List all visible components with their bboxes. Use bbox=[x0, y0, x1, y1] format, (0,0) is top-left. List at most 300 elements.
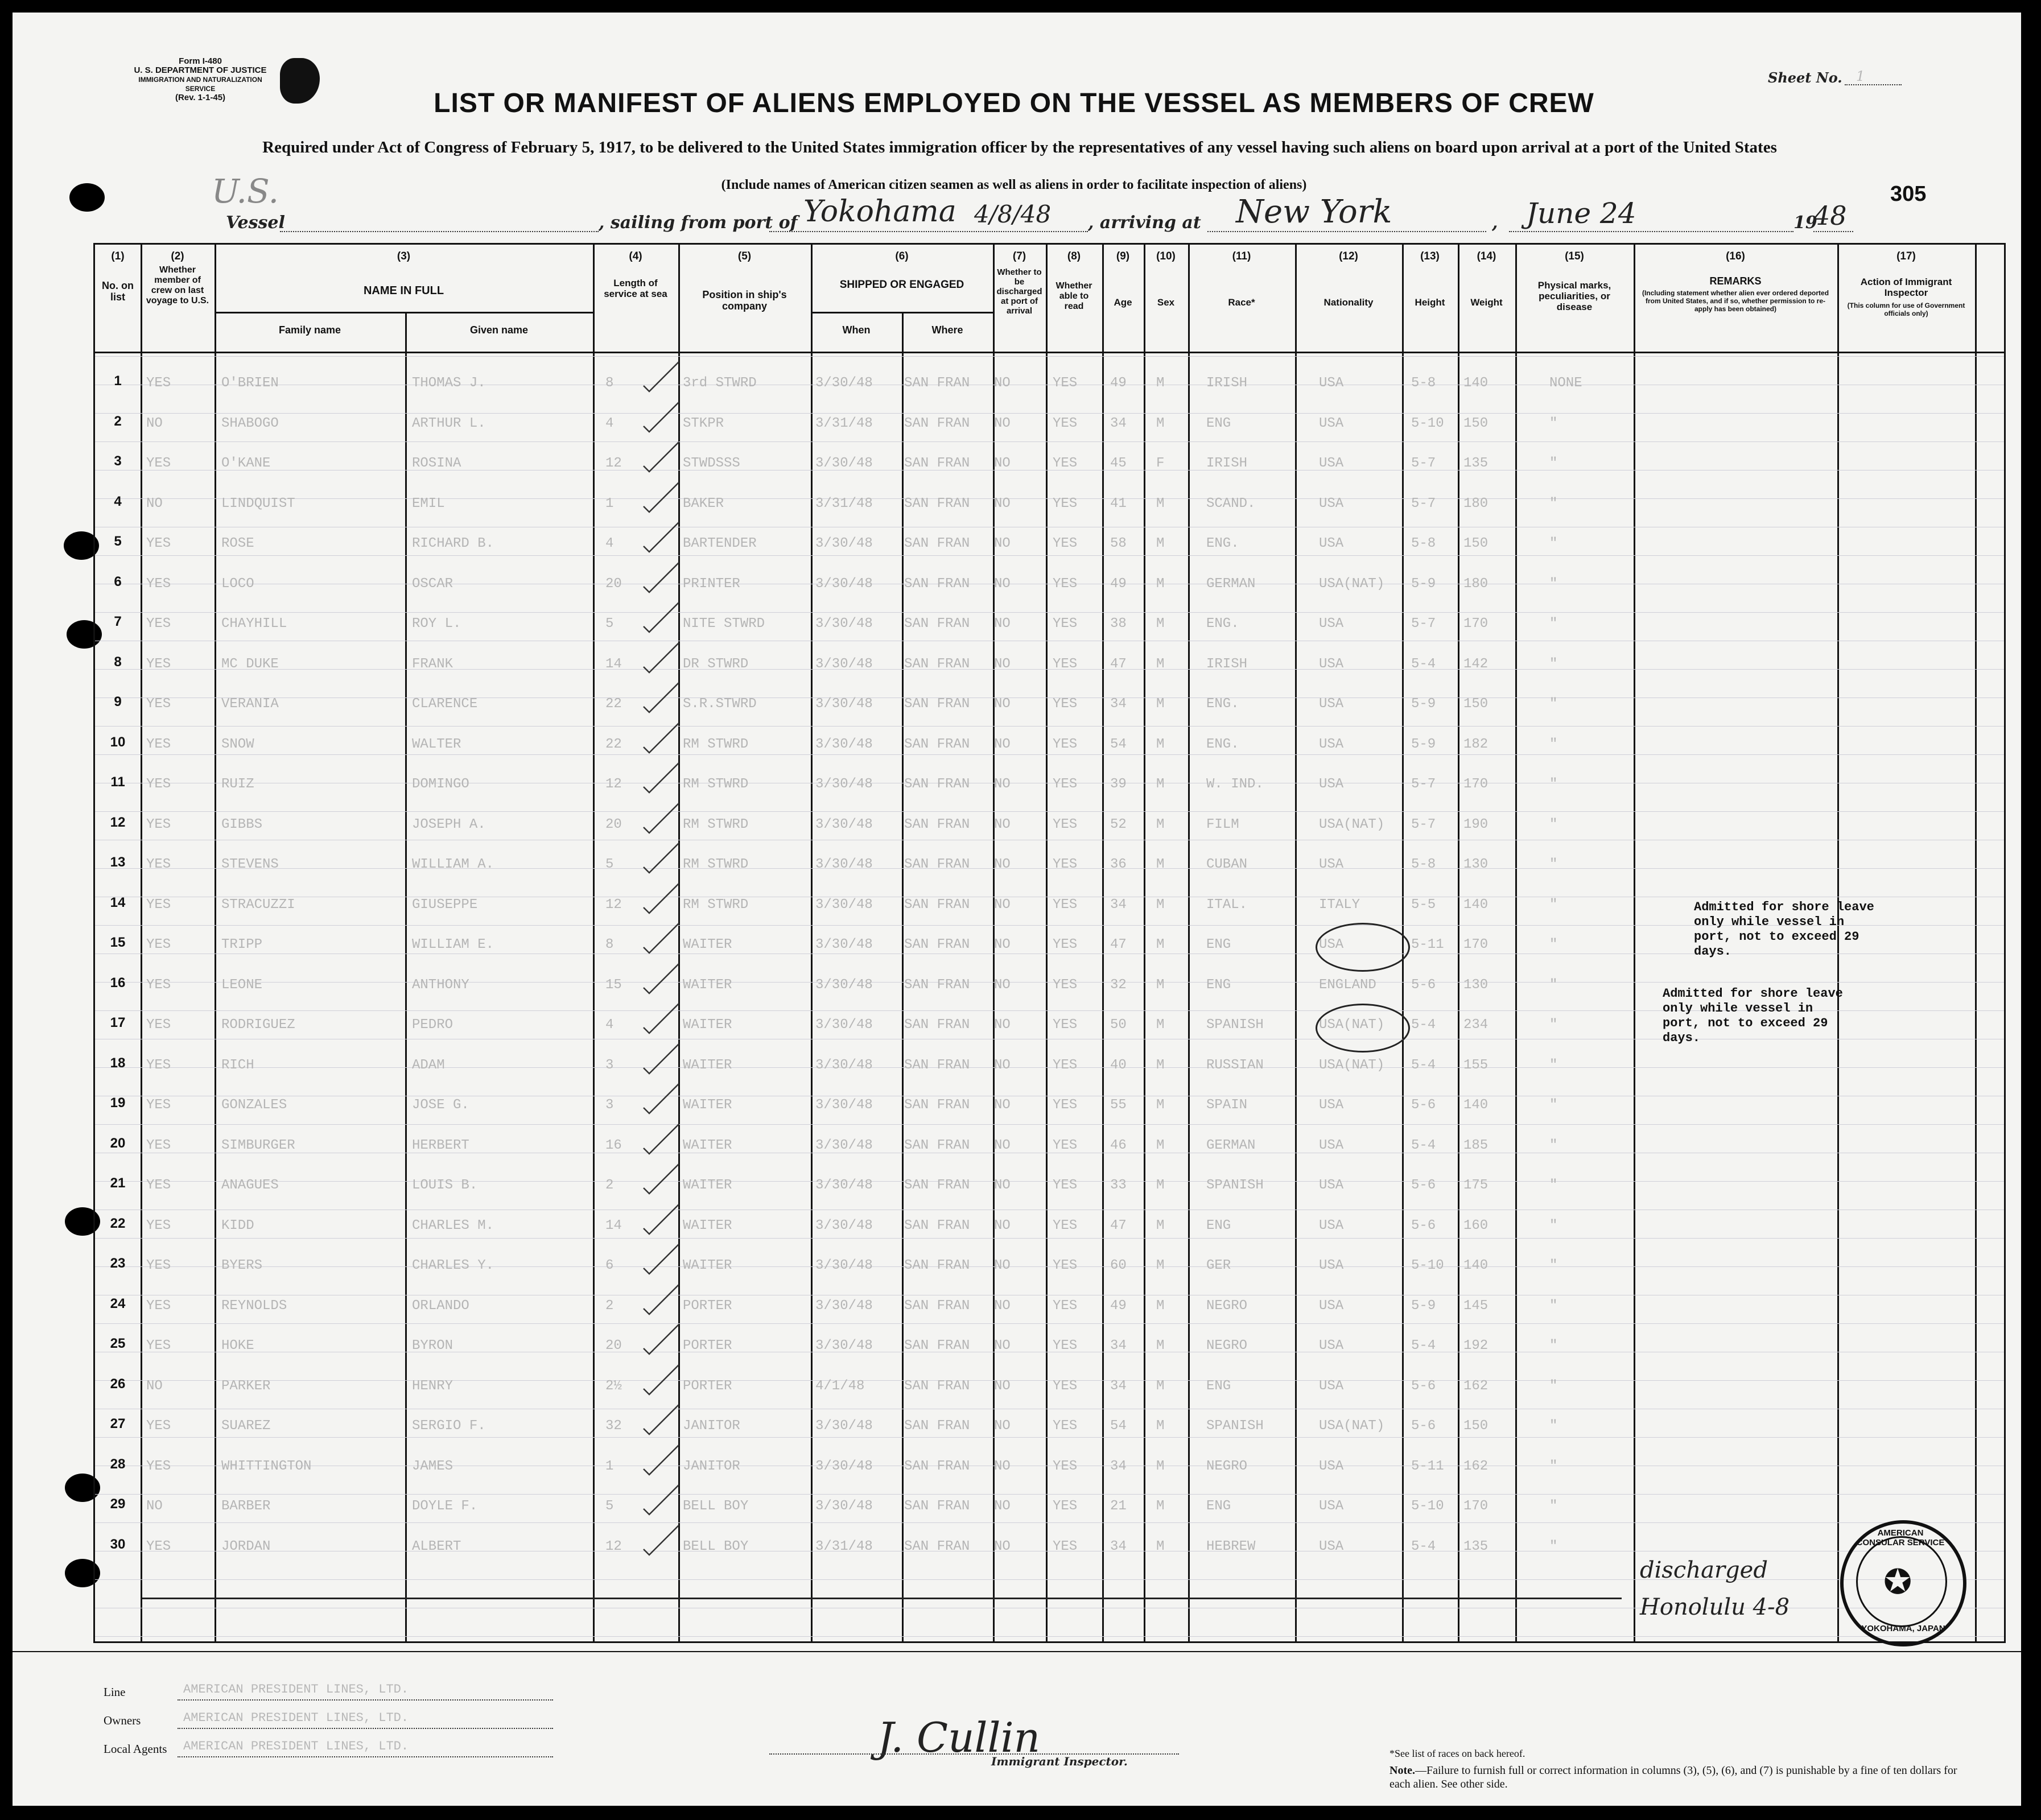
cell-pos: WAITER bbox=[683, 1178, 732, 1193]
cell-weight: 150 bbox=[1463, 1418, 1489, 1434]
cell-disch: NO bbox=[994, 415, 1011, 431]
cell-read: YES bbox=[1053, 1178, 1078, 1193]
col-num-10: (10) bbox=[1156, 250, 1176, 262]
cell-given: DOMINGO bbox=[412, 777, 469, 792]
cell-given: GIUSEPPE bbox=[412, 897, 478, 913]
cell-nat: ITALY bbox=[1319, 897, 1360, 913]
cell-weight: 175 bbox=[1463, 1178, 1489, 1193]
cell-family: RUIZ bbox=[221, 777, 254, 792]
cell-height: 5-9 bbox=[1411, 1298, 1436, 1314]
cell-family: ROSE bbox=[221, 536, 254, 551]
cell-where: SAN FRAN bbox=[904, 616, 970, 632]
cell-when: 3/30/48 bbox=[815, 1338, 873, 1353]
cell-read: YES bbox=[1053, 857, 1078, 872]
cell-age: 21 bbox=[1110, 1499, 1127, 1514]
row-number: 12 bbox=[110, 814, 126, 830]
cell-los: 12 bbox=[605, 1538, 622, 1554]
cell-race: ENG. bbox=[1206, 616, 1239, 632]
ruling-line bbox=[95, 356, 2004, 357]
cell-family: VERANIA bbox=[221, 696, 279, 712]
cell-height: 5-6 bbox=[1411, 1218, 1436, 1233]
cell-sex: M bbox=[1156, 1137, 1165, 1153]
cell-pos: BARTENDER bbox=[683, 536, 757, 551]
cell-when: 3/31/48 bbox=[815, 496, 873, 511]
cell-disch: NO bbox=[994, 496, 1011, 511]
consular-seal bbox=[1840, 1520, 1966, 1646]
cell-height: 5-4 bbox=[1411, 1137, 1436, 1153]
cell-given: ALBERT bbox=[412, 1538, 461, 1554]
cell-prev: NO bbox=[146, 415, 163, 431]
cell-height: 5-7 bbox=[1411, 816, 1436, 832]
cell-prev: YES bbox=[146, 1178, 171, 1193]
col-num-2: (2) bbox=[171, 250, 184, 262]
cell-given: PEDRO bbox=[412, 1017, 453, 1033]
cell-when: 3/30/48 bbox=[815, 1097, 873, 1113]
cell-pos: PRINTER bbox=[683, 576, 740, 592]
cell-height: 5-9 bbox=[1411, 576, 1436, 592]
check-mark-icon bbox=[641, 1322, 681, 1356]
cell-read: YES bbox=[1053, 1137, 1078, 1153]
cell-los: 5 bbox=[605, 857, 614, 872]
table-row bbox=[95, 1332, 1975, 1373]
table-row bbox=[95, 1373, 1975, 1413]
col-num-11: (11) bbox=[1232, 250, 1251, 262]
check-mark-icon bbox=[641, 560, 681, 595]
sheet-no-line bbox=[1845, 84, 1902, 85]
cell-los: 12 bbox=[605, 897, 622, 913]
row-number: 3 bbox=[114, 453, 122, 469]
table-row bbox=[95, 530, 1975, 571]
cell-when: 3/30/48 bbox=[815, 616, 873, 632]
cell-given: OSCAR bbox=[412, 576, 453, 592]
cell-nat: USA bbox=[1319, 696, 1344, 712]
cell-nat: USA bbox=[1319, 1338, 1344, 1353]
cell-disch: NO bbox=[994, 1338, 1011, 1353]
cell-given: JOSEPH A. bbox=[412, 816, 486, 832]
cell-pos: WAITER bbox=[683, 1218, 732, 1233]
cell-given: ARTHUR L. bbox=[412, 415, 486, 431]
col-label-age: Age bbox=[1114, 297, 1132, 308]
check-mark-icon bbox=[641, 801, 681, 835]
sailing-port: Yokohama bbox=[803, 195, 956, 229]
cell-sex: M bbox=[1156, 1378, 1165, 1394]
cell-disch: NO bbox=[994, 696, 1011, 712]
cell-los: 3 bbox=[605, 1057, 614, 1073]
cell-sex: M bbox=[1156, 1538, 1165, 1554]
cell-race: GER bbox=[1206, 1258, 1231, 1273]
cell-pos: PORTER bbox=[683, 1298, 732, 1314]
cell-read: YES bbox=[1053, 1258, 1078, 1273]
cell-los: 14 bbox=[605, 656, 622, 672]
row-number: 6 bbox=[114, 573, 122, 589]
cell-nat: USA(NAT) bbox=[1319, 1418, 1385, 1434]
ruling-line bbox=[95, 1636, 2004, 1637]
cell-weight: 142 bbox=[1463, 656, 1489, 672]
cell-given: HENRY bbox=[412, 1378, 453, 1394]
cell-height: 5-4 bbox=[1411, 1017, 1436, 1033]
cell-sex: M bbox=[1156, 736, 1165, 752]
cell-disch: NO bbox=[994, 1499, 1011, 1514]
cell-when: 3/30/48 bbox=[815, 1418, 873, 1434]
inspector-signature: J. Cullin bbox=[877, 1714, 1040, 1761]
check-mark-icon bbox=[641, 1363, 681, 1397]
row-number: 1 bbox=[114, 373, 122, 389]
cell-where: SAN FRAN bbox=[904, 1499, 970, 1514]
cell-read: YES bbox=[1053, 656, 1078, 672]
cell-prev: YES bbox=[146, 1218, 171, 1233]
handwritten-us: U.S. bbox=[212, 172, 279, 211]
cell-sex: M bbox=[1156, 536, 1165, 551]
cell-disch: NO bbox=[994, 616, 1011, 632]
cell-sex: F bbox=[1156, 456, 1165, 471]
cell-marks: " bbox=[1549, 456, 1558, 471]
check-mark-icon bbox=[641, 520, 681, 554]
owners-label: Owners bbox=[104, 1714, 141, 1727]
cell-where: SAN FRAN bbox=[904, 1378, 970, 1394]
cell-los: 2 bbox=[605, 1298, 614, 1314]
cell-height: 5-8 bbox=[1411, 536, 1436, 551]
year-line bbox=[1813, 231, 1853, 232]
cell-family: MC DUKE bbox=[221, 656, 279, 672]
cell-marks: " bbox=[1549, 656, 1558, 672]
cell-height: 5-6 bbox=[1411, 1097, 1436, 1113]
row-number: 29 bbox=[110, 1496, 126, 1512]
cell-age: 33 bbox=[1110, 1178, 1127, 1193]
row-number: 24 bbox=[110, 1295, 126, 1311]
check-mark-icon bbox=[641, 400, 681, 434]
cell-weight: 180 bbox=[1463, 496, 1489, 511]
cell-prev: YES bbox=[146, 1458, 171, 1474]
cell-given: ADAM bbox=[412, 1057, 445, 1073]
service-name: IMMIGRATION AND NATURALIZATION SERVICE bbox=[138, 76, 262, 93]
col-label-physical: Physical marks, peculiarities, or disease bbox=[1537, 280, 1611, 312]
cell-weight: 150 bbox=[1463, 415, 1489, 431]
cell-family: LOCO bbox=[221, 576, 254, 592]
col-label-read: Whether able to read bbox=[1055, 281, 1092, 311]
cell-weight: 150 bbox=[1463, 536, 1489, 551]
cell-where: SAN FRAN bbox=[904, 656, 970, 672]
cell-age: 49 bbox=[1110, 1298, 1127, 1314]
check-mark-icon bbox=[641, 1122, 681, 1156]
cell-when: 4/1/48 bbox=[815, 1378, 865, 1394]
cell-prev: YES bbox=[146, 736, 171, 752]
cell-race: ENG bbox=[1206, 1378, 1231, 1394]
cell-prev: NO bbox=[146, 496, 163, 511]
cell-read: YES bbox=[1053, 415, 1078, 431]
cell-read: YES bbox=[1053, 696, 1078, 712]
cell-given: ANTHONY bbox=[412, 977, 469, 993]
cell-sex: M bbox=[1156, 696, 1165, 712]
cell-pos: 3rd STWRD bbox=[683, 375, 757, 391]
cell-disch: NO bbox=[994, 937, 1011, 952]
cell-sex: M bbox=[1156, 816, 1165, 832]
cell-prev: YES bbox=[146, 816, 171, 832]
cell-where: SAN FRAN bbox=[904, 576, 970, 592]
cell-race: ENG bbox=[1206, 1499, 1231, 1514]
col-label-remarks: REMARKS bbox=[1709, 275, 1762, 287]
cell-height: 5-10 bbox=[1411, 1258, 1444, 1273]
cell-prev: YES bbox=[146, 1017, 171, 1033]
col-num-3: (3) bbox=[397, 250, 411, 262]
cell-age: 34 bbox=[1110, 1338, 1127, 1353]
cell-when: 3/30/48 bbox=[815, 536, 873, 551]
cell-weight: 145 bbox=[1463, 1298, 1489, 1314]
cell-marks: NONE bbox=[1549, 375, 1582, 391]
cell-marks: " bbox=[1549, 496, 1558, 511]
cell-where: SAN FRAN bbox=[904, 1458, 970, 1474]
column-rule bbox=[1975, 245, 1977, 1641]
cell-age: 46 bbox=[1110, 1137, 1127, 1153]
cell-nat: USA bbox=[1319, 1218, 1344, 1233]
cell-family: WHITTINGTON bbox=[221, 1458, 312, 1474]
cell-nat: USA(NAT) bbox=[1319, 1057, 1385, 1073]
cell-family: BYERS bbox=[221, 1258, 263, 1273]
cell-height: 5-7 bbox=[1411, 616, 1436, 632]
table-row bbox=[95, 931, 1975, 972]
cell-pos: JANITOR bbox=[683, 1418, 740, 1434]
cell-read: YES bbox=[1053, 375, 1078, 391]
cell-los: 15 bbox=[605, 977, 622, 993]
cell-where: SAN FRAN bbox=[904, 1418, 970, 1434]
name-subheader-rule bbox=[215, 312, 593, 313]
cell-pos: WAITER bbox=[683, 1137, 732, 1153]
cell-family: RODRIGUEZ bbox=[221, 1017, 295, 1033]
col-label-position: Position in ship's company bbox=[702, 289, 787, 312]
row-number: 19 bbox=[110, 1095, 126, 1111]
header-bottom-rule bbox=[95, 352, 2004, 353]
cell-disch: NO bbox=[994, 1218, 1011, 1233]
cell-given: CHARLES Y. bbox=[412, 1258, 494, 1273]
cell-pos: PORTER bbox=[683, 1338, 732, 1353]
cell-when: 3/30/48 bbox=[815, 696, 873, 712]
check-mark-icon bbox=[641, 1242, 681, 1276]
table-row bbox=[95, 1453, 1975, 1493]
table-row bbox=[95, 1493, 1975, 1533]
table-row bbox=[95, 410, 1975, 451]
cell-weight: 182 bbox=[1463, 736, 1489, 752]
cell-race: ENG bbox=[1206, 1218, 1231, 1233]
sailing-line bbox=[769, 231, 1088, 232]
cell-age: 60 bbox=[1110, 1258, 1127, 1273]
cell-age: 50 bbox=[1110, 1017, 1127, 1033]
sailing-label: , sailing from port of bbox=[599, 213, 798, 233]
cell-marks: " bbox=[1549, 816, 1558, 832]
cell-where: SAN FRAN bbox=[904, 977, 970, 993]
cell-marks: " bbox=[1549, 1538, 1558, 1554]
cell-marks: " bbox=[1549, 1137, 1558, 1153]
cell-disch: NO bbox=[994, 375, 1011, 391]
cell-nat: USA bbox=[1319, 616, 1344, 632]
cell-pos: S.R.STWRD bbox=[683, 696, 757, 712]
table-row bbox=[95, 1212, 1975, 1253]
cell-prev: YES bbox=[146, 576, 171, 592]
col-label-sex: Sex bbox=[1157, 297, 1175, 308]
row-number: 18 bbox=[110, 1055, 126, 1071]
cell-prev: YES bbox=[146, 777, 171, 792]
cell-where: SAN FRAN bbox=[904, 1097, 970, 1113]
cell-given: ROY L. bbox=[412, 616, 461, 632]
cell-family: REYNOLDS bbox=[221, 1298, 287, 1314]
col-num-12: (12) bbox=[1339, 250, 1358, 262]
cell-given: CLARENCE bbox=[412, 696, 478, 712]
cell-when: 3/30/48 bbox=[815, 1017, 873, 1033]
cell-height: 5-7 bbox=[1411, 456, 1436, 471]
cell-age: 38 bbox=[1110, 616, 1127, 632]
cell-height: 5-11 bbox=[1411, 937, 1444, 952]
col-label-name: NAME IN FULL bbox=[363, 284, 444, 297]
nationality-circle bbox=[1316, 1004, 1410, 1053]
cell-nat: USA bbox=[1319, 1298, 1344, 1314]
col-num-1: (1) bbox=[111, 250, 125, 262]
sheet-no-value: 1 bbox=[1856, 68, 1865, 84]
cell-nat: USA bbox=[1319, 1258, 1344, 1273]
cell-marks: " bbox=[1549, 937, 1558, 952]
col-num-9: (9) bbox=[1116, 250, 1130, 262]
cell-sex: M bbox=[1156, 777, 1165, 792]
check-mark-icon bbox=[641, 1402, 681, 1437]
cell-prev: YES bbox=[146, 375, 171, 391]
cell-race: GERMAN bbox=[1206, 1137, 1256, 1153]
col-label-crew: Whether member of crew on last voyage to U.S. bbox=[146, 265, 209, 306]
table-row bbox=[95, 691, 1975, 731]
cell-when: 3/30/48 bbox=[815, 937, 873, 952]
cell-where: SAN FRAN bbox=[904, 415, 970, 431]
cell-nat: USA bbox=[1319, 536, 1344, 551]
cell-race: IRISH bbox=[1206, 656, 1248, 672]
cell-age: 45 bbox=[1110, 456, 1127, 471]
cell-given: LOUIS B. bbox=[412, 1178, 478, 1193]
line-underline bbox=[178, 1699, 553, 1701]
cell-pos: WAITER bbox=[683, 1097, 732, 1113]
cell-sex: M bbox=[1156, 857, 1165, 872]
cell-where: SAN FRAN bbox=[904, 736, 970, 752]
cell-when: 3/30/48 bbox=[815, 977, 873, 993]
cell-family: O'BRIEN bbox=[221, 375, 279, 391]
cell-sex: M bbox=[1156, 616, 1165, 632]
col-num-16: (16) bbox=[1726, 250, 1745, 262]
cell-race: HEBREW bbox=[1206, 1538, 1256, 1554]
cell-pos: WAITER bbox=[683, 1017, 732, 1033]
cell-los: 22 bbox=[605, 736, 622, 752]
punch-hole bbox=[69, 183, 105, 212]
cell-read: YES bbox=[1053, 937, 1078, 952]
cell-sex: M bbox=[1156, 1298, 1165, 1314]
cell-marks: " bbox=[1549, 777, 1558, 792]
table-row bbox=[95, 651, 1975, 691]
row-number: 26 bbox=[110, 1376, 126, 1392]
cell-when: 3/31/48 bbox=[815, 415, 873, 431]
comma-sep: , bbox=[1492, 213, 1498, 233]
cell-disch: NO bbox=[994, 777, 1011, 792]
cell-disch: NO bbox=[994, 1258, 1011, 1273]
cell-sex: M bbox=[1156, 496, 1165, 511]
cell-given: DOYLE F. bbox=[412, 1499, 478, 1514]
cell-read: YES bbox=[1053, 1338, 1078, 1353]
cell-disch: NO bbox=[994, 1298, 1011, 1314]
cell-sex: M bbox=[1156, 1017, 1165, 1033]
col-num-6: (6) bbox=[895, 250, 909, 262]
cell-when: 3/30/48 bbox=[815, 576, 873, 592]
cell-family: SNOW bbox=[221, 736, 254, 752]
cell-family: KIDD bbox=[221, 1218, 254, 1233]
cell-disch: NO bbox=[994, 656, 1011, 672]
cell-prev: YES bbox=[146, 1338, 171, 1353]
cell-nat: USA bbox=[1319, 1499, 1344, 1514]
cell-where: SAN FRAN bbox=[904, 1258, 970, 1273]
check-mark-icon bbox=[641, 721, 681, 755]
cell-los: 8 bbox=[605, 937, 614, 952]
cell-age: 58 bbox=[1110, 536, 1127, 551]
cell-where: SAN FRAN bbox=[904, 1338, 970, 1353]
footer-divider bbox=[13, 1651, 2021, 1652]
table-row bbox=[95, 490, 1975, 531]
check-mark-icon bbox=[641, 921, 681, 955]
cell-pos: STWDSSS bbox=[683, 456, 740, 471]
cell-read: YES bbox=[1053, 1298, 1078, 1314]
cell-race: ITAL. bbox=[1206, 897, 1248, 913]
cell-when: 3/31/48 bbox=[815, 1538, 873, 1554]
cell-read: YES bbox=[1053, 816, 1078, 832]
cell-read: YES bbox=[1053, 1418, 1078, 1434]
cell-age: 55 bbox=[1110, 1097, 1127, 1113]
form-instruction: (Include names of American citizen seamen as well as aliens in order to facilitate inspection of aliens) bbox=[721, 178, 1307, 192]
row-number: 2 bbox=[114, 413, 122, 429]
col-label-discharged: Whether to be discharged at port of arrival bbox=[996, 267, 1042, 316]
col-num-4: (4) bbox=[629, 250, 642, 262]
cell-race: NEGRO bbox=[1206, 1298, 1248, 1314]
nationality-circle bbox=[1316, 923, 1410, 972]
owners-underline bbox=[178, 1728, 553, 1729]
cell-prev: YES bbox=[146, 897, 171, 913]
cell-nat: USA bbox=[1319, 1538, 1344, 1554]
cell-family: LINDQUIST bbox=[221, 496, 295, 511]
cell-disch: NO bbox=[994, 857, 1011, 872]
remark-row-14: Admitted for shore leave only while vessel in port, not to exceed 29 days. bbox=[1694, 900, 1874, 959]
line-value: AMERICAN PRESIDENT LINES, LTD. bbox=[183, 1682, 409, 1697]
cell-marks: " bbox=[1549, 1218, 1558, 1233]
cell-marks: " bbox=[1549, 696, 1558, 712]
cell-race: ENG bbox=[1206, 937, 1231, 952]
cell-family: BARBER bbox=[221, 1499, 271, 1514]
row-number: 8 bbox=[114, 654, 122, 670]
table-row bbox=[95, 370, 1975, 410]
cell-family: STRACUZZI bbox=[221, 897, 295, 913]
cell-sex: M bbox=[1156, 415, 1165, 431]
cell-sex: M bbox=[1156, 1499, 1165, 1514]
owners-value: AMERICAN PRESIDENT LINES, LTD. bbox=[183, 1711, 409, 1725]
cell-pos: RM STWRD bbox=[683, 816, 749, 832]
shipped-subheader-rule bbox=[811, 312, 993, 313]
cell-weight: 135 bbox=[1463, 456, 1489, 471]
cell-height: 5-10 bbox=[1411, 1499, 1444, 1514]
cell-disch: NO bbox=[994, 1017, 1011, 1033]
arriving-line bbox=[1207, 231, 1486, 232]
cell-read: YES bbox=[1053, 1097, 1078, 1113]
cell-when: 3/30/48 bbox=[815, 857, 873, 872]
col-label-where: Where bbox=[931, 324, 963, 336]
cell-nat: USA bbox=[1319, 1458, 1344, 1474]
cell-marks: " bbox=[1549, 1097, 1558, 1113]
cell-age: 47 bbox=[1110, 937, 1127, 952]
cell-pos: DR STWRD bbox=[683, 656, 749, 672]
cell-disch: NO bbox=[994, 1458, 1011, 1474]
check-mark-icon bbox=[641, 480, 681, 514]
cell-weight: 162 bbox=[1463, 1458, 1489, 1474]
cell-read: YES bbox=[1053, 777, 1078, 792]
cell-read: YES bbox=[1053, 1017, 1078, 1033]
cell-read: YES bbox=[1053, 536, 1078, 551]
cell-when: 3/30/48 bbox=[815, 1137, 873, 1153]
